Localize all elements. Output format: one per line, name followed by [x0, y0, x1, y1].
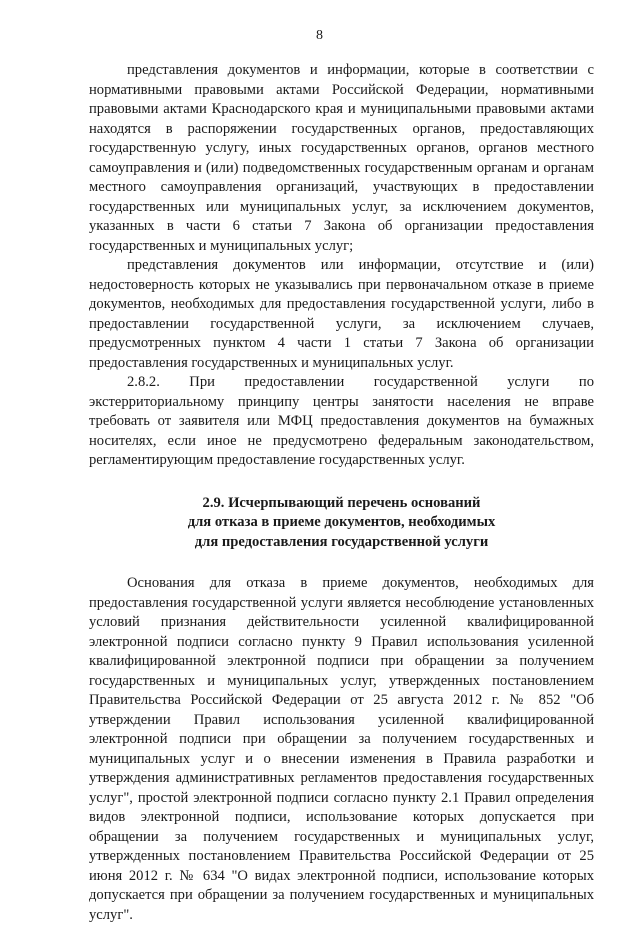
page-number: 8	[316, 28, 323, 43]
document-body	[89, 61, 594, 925]
section-heading-line: для отказа в приеме документов, необходимых	[187, 514, 496, 530]
paragraph: 2.8.2. При предоставлении государственной услуги по экстерриториальному принципу центры занятости населения не вправе требовать от заявителя или МФЦ предоставления документов на бумажных носителях, если иное не предусмотрено федеральным законодательством, регламентирующим предоставление государственных услуг.	[89, 374, 594, 468]
paragraph: Основания для отказа в приеме документов, необходимых для предоставления государственной услуги является несоблюдение установленных условий признания действительности усиленной квалифицированной электронной подписи согласно пункту 9 Правил использования усиленной квалифицированной электронной подписи при обращении за получением государственных и муниципальных услуг, утвержденных постановлением Правительства Российской Федерации от 25 августа 2012 г. № 852 "Об утверждении Правил использования усиленной квалифицированной электронной подписи при обращении за получением государственных и муниципальных услуг и о внесении изменения в Правила разработки и утверждения административных регламентов предоставления государственных услуг", простой электронной подписи согласно пункту 2.1 Правил определения видов электронной подписи, использование которых допускается при обращении за получением государственных и муниципальных услуг, утвержденных постановлением Правительства Российской Федерации от 25 июня 2012 г. № 634 "О видах электронной подписи, использование которых допускается при обращении за получением государственных и муниципальных услуг".	[89, 575, 594, 923]
section-heading-line: для предоставления государственной услуги	[194, 533, 489, 550]
section-heading	[89, 494, 594, 553]
paragraph: представления документов и информации, которые в соответствии с нормативными правовыми актами Российской Федерации, нормативными правовыми актами Краснодарского края и муниципальными правовыми актами находятся в распоряжении государственных органов, предоставляющих государственную услугу, иных государственных органов, органов местного самоуправления и (или) подведомственных государственным органам и органам местного самоуправления организаций, участвующих в предоставлении государственных или муниципальных услуг, за исключением документов, указанных в части 6 статьи 7 Закона об организации предоставления государственных и муниципальных услуг;	[89, 62, 594, 254]
section-heading-line: 2.9. Исчерпывающий перечень оснований	[202, 494, 481, 511]
paragraph: представления документов или информации, отсутствие и (или) недостоверность которых не указывались при первоначальном отказе в приеме документов, необходимых для предоставления государственной услуги, либо в предоставлении государственной услуги, за исключением случаев, предусмотренных пунктом 4 части 1 статьи 7 Закона об организации предоставления государственных и муниципальных услуг.	[89, 257, 594, 371]
